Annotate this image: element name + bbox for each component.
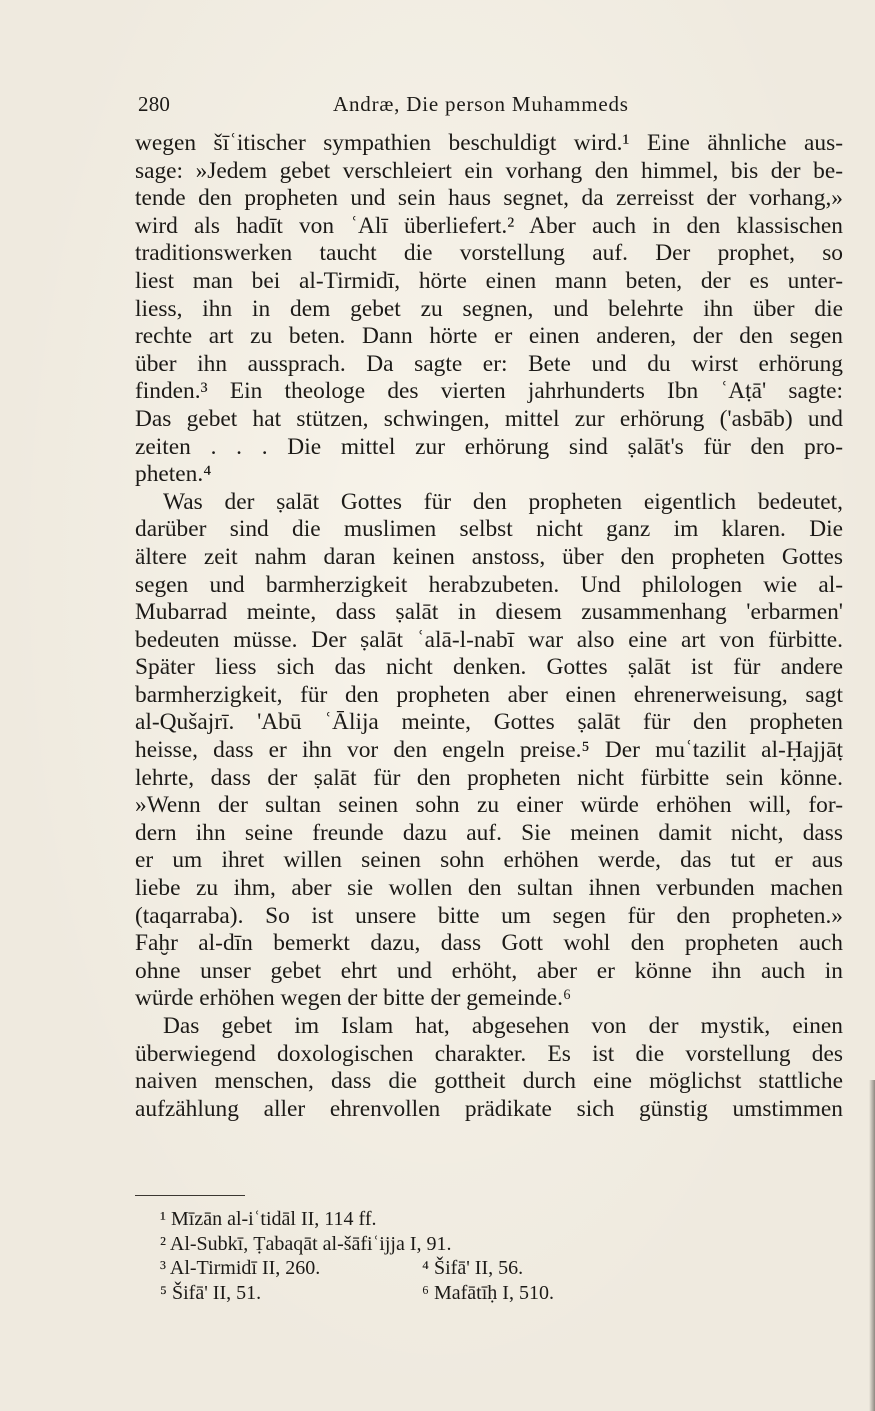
page-header: [138, 92, 738, 116]
running-title: Andræ, Die person Muhammeds: [333, 92, 629, 116]
text-line: Was der ṣalāt Gottes für den propheten eigentlich bedeutet,: [163, 488, 843, 515]
text-line: liess, ihn in dem gebet zu segnen, und belehrte ihn über die: [135, 295, 843, 322]
text-line: segen und barmherzigkeit herabzubeten. Und philologen wie al-: [135, 571, 843, 598]
text-line: lehrte, dass der ṣalāt für den propheten nicht fürbitte sein könne.: [135, 764, 843, 791]
footnote-text: ² Al-Subkī, Ṭabaqāt al-šāfiʿijja I, 91.: [160, 1232, 452, 1255]
text-line: (taqarraba). So ist unsere bitte um segen für den propheten.»: [135, 902, 843, 929]
text-line: sage: »Jedem gebet verschleiert ein vorhang den himmel, bis der be-: [135, 157, 843, 184]
footnote: [160, 1256, 780, 1281]
text-line: bedeuten müsse. Der ṣalāt ʿalā-l-nabī war also eine art von fürbitte.: [135, 626, 843, 653]
text-line: Faḫr al-dīn bemerkt dazu, dass Gott wohl den propheten auch: [135, 930, 843, 957]
text-line: traditionswerken taucht die vorstellung auf. Der prophet, so: [135, 240, 843, 267]
text-line: barmherzigkeit, für den propheten aber einen ehrenerweisung, sagt: [135, 681, 843, 708]
footnotes: [160, 1207, 780, 1305]
text-line: liebe zu ihm, aber sie wollen den sultan ihnen verbunden machen: [135, 875, 843, 902]
text-line: heisse, dass er ihn vor den engeln preise.⁵ Der muʿtazilit al-Ḥajjāṭ: [135, 737, 843, 764]
footnote: [160, 1207, 780, 1232]
body-text: [135, 130, 843, 1123]
text-line: naiven menschen, dass die gottheit durch eine möglichst stattliche: [135, 1068, 843, 1095]
text-line: er um ihret willen seinen sohn erhöhen werde, das tut er aus: [135, 847, 843, 874]
text-line: Das gebet hat stützen, schwingen, mittel zur erhörung ('asbāb) und: [135, 405, 843, 432]
text-line: pheten.⁴: [135, 461, 212, 488]
text-line: würde erhöhen wegen der bitte der gemeinde.⁶: [135, 985, 572, 1012]
text-line: ältere zeit nahm daran keinen anstoss, über den propheten Gottes: [135, 543, 843, 570]
text-line: darüber sind die muslimen selbst nicht ganz im klaren. Die: [135, 516, 843, 543]
text-line: zeiten . . . Die mittel zur erhörung sind ṣalāt's für den pro-: [135, 433, 843, 460]
footnote-divider: [135, 1195, 245, 1196]
page-number: 280: [138, 92, 171, 116]
footnote-text: ⁵ Šifā' II, 51.: [160, 1281, 262, 1304]
text-line: wegen šīʿitischer sympathien beschuldigt wird.¹ Eine ähnliche aus-: [135, 130, 843, 156]
text-line: al-Qušajrī. 'Abū ʿĀlija meinte, Gottes ṣalāt für den propheten: [135, 709, 843, 736]
page-edge-shadow: [869, 1080, 875, 1411]
text-line: liest man bei al-Tirmidī, hörte einen mann beten, der es unter-: [135, 267, 843, 294]
text-line: »Wenn der sultan seinen sohn zu einer würde erhöhen will, for-: [135, 792, 843, 819]
text-line: über ihn aussprach. Da sagte er: Bete und du wirst erhörung: [135, 350, 843, 377]
text-line: finden.³ Ein theologe des vierten jahrhunderts Ibn ʿAṭā' sagte:: [135, 378, 843, 405]
text-line: ohne unser gebet ehrt und erhöht, aber er könne ihn auch in: [135, 957, 843, 984]
text-line: wird als hadīt von ʿAlī überliefert.² Aber auch in den klassischen: [135, 212, 843, 239]
text-line: Mubarrad meinte, dass ṣalāt in diesem zusammenhang 'erbarmen': [135, 599, 843, 626]
text-line: Das gebet im Islam hat, abgesehen von der mystik, einen: [163, 1013, 843, 1039]
footnote-text: ⁶ Mafātīḥ I, 510.: [422, 1281, 554, 1304]
text-line: Später liess sich das nicht denken. Gottes ṣalāt ist für andere: [135, 654, 843, 681]
text-line: dern ihn seine freunde dazu auf. Sie meinen damit nicht, dass: [135, 819, 843, 846]
text-line: rechte art zu beten. Dann hörte er einen anderen, der den segen: [135, 323, 843, 350]
text-line: überwiegend doxologischen charakter. Es ist die vorstellung des: [135, 1040, 843, 1067]
footnote-text: ¹ Mīzān al-iʿtidāl II, 114 ff.: [160, 1208, 377, 1230]
text-line: aufzählung aller ehrenvollen prädikate sich günstig umstimmen: [135, 1095, 843, 1122]
footnote-text: ³ Al-Tirmidī II, 260.: [160, 1257, 321, 1279]
footnote: [160, 1232, 780, 1257]
text-line: tende den propheten und sein haus segnet, da zerreisst der vorhang,»: [135, 185, 843, 212]
footnote: [160, 1281, 780, 1306]
footnote-text: ⁴ Šifā' II, 56.: [422, 1257, 524, 1279]
